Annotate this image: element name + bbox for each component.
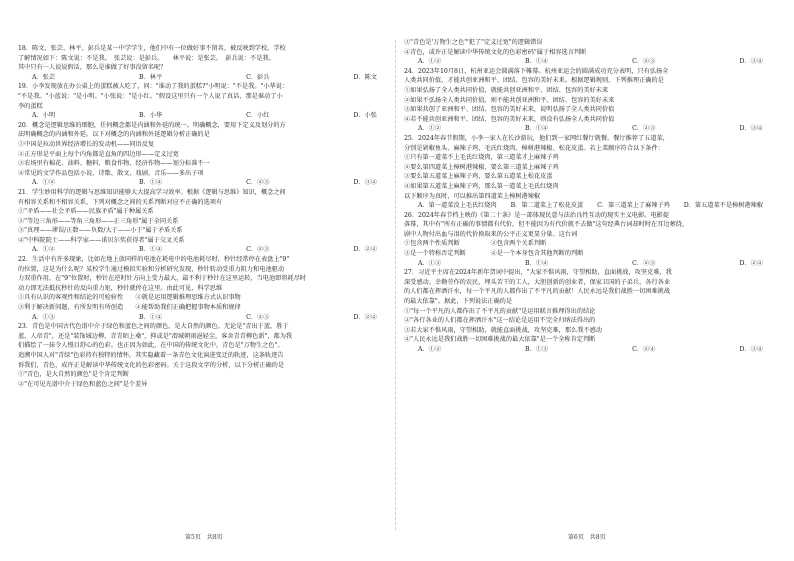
left-page-footer: 第5页 共8页 (185, 534, 223, 541)
question-text-line: ③如果共创了亚洲和平、团结、包容的美好未来，说明弘扬了全人类共同价值 (404, 106, 615, 114)
question-text-line: 27．习近平主席在2024年新年贺词中提出，"大家不惧风雨，守望相助，直面挑战，攻坚克难，我 (404, 269, 672, 277)
answer-options (18, 245, 387, 255)
answer-option: A．①② (418, 58, 442, 66)
question-text-line: 22．生活中有许多现象，比如在地上放同样的电池在耗电中的电池耗尽时，秒针经常停在表盘上"9" (18, 256, 290, 264)
answer-options (18, 111, 387, 121)
question-text-line: 诉我们，青色，成许正是解读中华传统文化的色彩密码。关于这段文字的分析，以下分析正确的是 (18, 361, 285, 369)
question-text-line: 剧中人物付出血与泪的代价换取来的公平正义更显分量。这台词 (404, 230, 578, 238)
question-text-line: 的位置，这是为什么呢？某校学生通过模拟实验和分析研究发现，秒针转动受重力阻力和电池驱动 (18, 265, 285, 273)
answer-option: D．②④ (739, 259, 763, 267)
answer-option: C．②③ (246, 313, 270, 321)
question-text-line: 力双重作用，在"9"位置时，秒针在逆时针方向上受力最大，最不利于秒针在这里运转，当电池即将耗尽时 (18, 275, 307, 283)
question-text-line: ④青色，或许正是解读中华传统文化的色彩密码"属于相容选言判断 (404, 48, 587, 56)
answer-option: C．②③ (632, 58, 656, 66)
question-text-line: ②正方形是平面上每个内角都是直角的四边形——定义过宽 (18, 150, 179, 158)
question-block (404, 67, 773, 134)
question-text-line: 李的蛋糕 (18, 102, 43, 110)
answer-option: A．①③ (418, 259, 442, 267)
question-text-line: ④如果第五道菜上麻辣子鸡，那么第一道菜上毛氏红烧肉 (404, 182, 559, 190)
question-text-line: ③要么第五道菜上麻辣子鸡，要么第五道菜上松花皮蛋 (404, 173, 553, 181)
answer-option: A．①② (32, 179, 56, 187)
answer-option: A．张芸 (32, 73, 56, 81)
question-text-line: ③"青色是'万物生之色'"犯了"定义过宽"的逻辑错误 (404, 39, 543, 46)
answer-option: D．②④ (353, 246, 377, 254)
answer-option: C．彭兵 (246, 73, 270, 81)
question-text-line: ①中国是拉动世界经济增长的发动机——同语反复 (18, 140, 155, 148)
answer-option: D．②④ (353, 313, 377, 321)
question-text-line: 的人们都在挥洒汗水，每一个平凡的人都作出了不平凡的贡献！人民永远是我们战胜一切困难挑战 (404, 288, 671, 296)
answer-options (404, 259, 773, 269)
question-text-line: ④常见的文学作品包括小说、诗歌、散文、戏剧、音乐——多出子项 (18, 169, 204, 177)
answer-option: B．①④ (139, 246, 163, 254)
answer-option: A．第一道菜没上毛氏红烧肉 (418, 202, 497, 210)
question-text-line: 人类共同价值，才能共创亚洲和平、团结、包容的美好未来。根据逻辑规则，下列推理正确的是 (404, 77, 664, 85)
question-text-line: 21．学生妙用科学的逻辑与思维知识能够大大提高学习效率。根据《逻辑与思维》知识，概念之间 (18, 188, 286, 196)
question-text-line: 动力即无法抵抗秒针的反向重力矩，秒针就停在这里。由此可见，科学思维 (18, 284, 223, 292)
question-text-line: 20．概念是逻辑思维的细胞，任何概念都是内涵和外延的统一。明确概念，要用下定义及划分的方 (18, 121, 286, 129)
question-text-line: 法明确概念的内涵和外延。以下对概念的内涵和外延逻辑分析正确的是 (18, 131, 210, 139)
question-text-line: ①"矛盾——社会矛盾——民族矛盾"属于种属关系 (18, 208, 154, 216)
question-text-line: ①如果弘扬了全人类共同价值，就能共创亚洲和平、团结、包容的美好未来 (404, 86, 609, 94)
answer-options (404, 345, 773, 355)
question-text-line: ④"中科院院士——科学家——诺贝尔奖获得者"属于交叉关系 (18, 236, 185, 244)
answer-options (404, 124, 773, 134)
question-text-line: 24．2023年10月8日，杭州亚运会圆满落下帷幕。杭州亚运会的圆满成功充分表明，只有弘扬全 (404, 67, 669, 75)
answer-option: D．陈文 (353, 73, 377, 81)
question-text-line: 18．陈文、张芸、林平、彭兵是某一中学学生，他们中有一位做好事不留名，被反映到学校。学校 (18, 45, 286, 52)
question-text-line: ①只有第一道菜不上毛氏红烧肉，第三道菜才上麻辣子鸡 (404, 154, 559, 162)
answer-options (404, 201, 773, 211)
answer-options (18, 178, 387, 188)
column-divider (395, 40, 396, 530)
question-text-line: ④若不能共创亚洲和平、团结、包容的美好未来，则没有弘扬全人类共同价值 (404, 115, 615, 123)
answer-option: A．①③ (32, 313, 56, 321)
question-text-line: ①"每一个平凡的人都作出了不平凡的贡献"是运用联言推理得出的结论 (404, 307, 596, 315)
question-text-line: 19．小李发现放在办公桌上的蛋糕被人吃了，问："谁动了我的蛋糕?"小明说："不是我。"小华说： (18, 83, 289, 91)
answer-option: B．①③ (525, 346, 549, 353)
question-text-line: 的最大依靠"。据此，下列说法正确的是 (404, 298, 513, 306)
answer-option: C．②③ (246, 246, 270, 254)
answer-options (404, 57, 773, 67)
question-text-line: 25．2024年春节假期，小李一家人在长沙游玩，他们到一家网红餐厅就餐。餐厅推荐了五道菜， (404, 134, 669, 142)
answer-option: D．③④ (353, 179, 377, 187)
question-text-line: ①具有认识的客观性和结论的可检验性 ②就是运用逻辑推理思维方式认识事物 (18, 294, 241, 302)
question-block (404, 38, 773, 67)
question-block (18, 121, 387, 188)
answer-option: D．小张 (353, 112, 377, 120)
question-block (404, 211, 773, 269)
right-page-column (404, 38, 773, 355)
question-text-line: ①包含两个性质判断 ②包含两个关系判断 (404, 240, 547, 248)
answer-option: D．③④ (739, 58, 763, 66)
question-block (18, 82, 387, 120)
question-text-line: ②要么第四道菜上樟树港辣椒，要么第三道菜上麻辣子鸡 (404, 163, 559, 171)
answer-option: A．①② (418, 346, 442, 353)
question-text-line: 其中只有一人说说假话，那么是谁做了好事没留名呢？ (18, 64, 167, 72)
question-text-line: ②"各行各业的人们都在挥洒汗水"这一结论是运用不完全归纳法得出的 (404, 317, 596, 325)
answer-option: B．①④ (525, 259, 549, 267)
answer-option: A．小明 (32, 112, 56, 120)
question-text-line: 了解情况如下：陈文说：不是我。 张芸说：是彭兵。 林平说：是张芸。 彭兵说：不是我。 (18, 54, 275, 62)
question-text-line: 追溯中国人对"青绿"色彩持有独特的情怀，其实隐藏着一条青色文化演进变迁的轨迹，这条轨迹告 (18, 352, 284, 359)
answer-option: B．①④ (139, 313, 163, 321)
question-block (404, 268, 773, 354)
question-text-line: 深受感动。幸勤劳作的农民，埋头苦干的工人，大胆创新的创业者，保家卫国的子弟兵，各行各业 (404, 278, 671, 286)
answer-option: C．小红 (246, 112, 270, 120)
answer-options (18, 73, 387, 83)
question-text-line: ③是一个特称否定判断 ④是一个本身包含其他判断的判断 (404, 250, 584, 258)
answer-option: A．①② (32, 246, 56, 254)
question-block (18, 255, 387, 322)
answer-option: A．①② (418, 125, 442, 133)
answer-option: B．林平 (139, 73, 163, 81)
answer-option: B．①④ (139, 179, 163, 187)
answer-option: C．②④ (632, 346, 656, 353)
question-text-line: ①"青色，是大自然的颜色"是个肯定判断 (18, 371, 129, 379)
answer-option: D．第五道菜不是樟树港辣椒 (683, 202, 763, 210)
question-text-line: 分别是剁椒鱼头、麻辣子鸡、毛氏红烧肉、樟树港辣椒、松花皮蛋。若上菜顺序符合以下条件： (404, 144, 664, 152)
question-text-line: 26．2024年春节档上映的《第二十条》是一部体现民意与法治良性互动的现实主义电影。电影提 (404, 211, 669, 219)
left-page-column (18, 44, 387, 389)
question-text-line: ②"在可见光谱中介于绿色和蓝色之间"是个差异 (18, 380, 148, 388)
question-text-line: 以下顺序为真时，可以推出第四道菜上樟树港辣椒 (404, 192, 541, 200)
question-text-line: ④"人民永远是我们战胜一切困难挑战的最大依靠"是一个全称肯定判断 (404, 336, 596, 344)
question-text-line: "不是我。"小蓝说："是小明。"小张说："是小红。"假设这里只有一个人说了真话，那是谁动了小 (18, 92, 283, 100)
question-block (18, 188, 387, 255)
question-text-line: ③"真理——谬误/正数——负数/大于——小于"属于矛盾关系 (18, 227, 183, 235)
answer-options (18, 313, 387, 323)
question-text-line: 23．青色是中国古代色谱中介于绿色和蓝色之间的颜色，是大自然的颜色。无论是"青出于蓝，胜于 (18, 323, 289, 331)
question-block (18, 322, 387, 389)
answer-option: C．②③ (632, 125, 656, 133)
answer-option: B．小华 (139, 112, 163, 120)
answer-option: D．③④ (739, 125, 763, 133)
right-page-footer: 第6页 共8页 (568, 534, 606, 541)
question-text-line: ③农场里有棉花、油料、糖料、粮食作物、经济作物——划分标准不一 (18, 160, 210, 168)
question-text-line: 有相容关系和不相容关系，下列对概念之间的关系判断对应不正确的选项有 (18, 198, 223, 206)
question-text-line: ②如果不弘扬全人类共同价值，则不能共创亚洲和平、团结、包容的美好未来 (404, 96, 615, 104)
answer-option: B．①④ (525, 125, 549, 133)
question-text-line: 落幕，其中有"所有正确的事情都有代价，但不能因为有代价就不去做"这句经典台词却时时在耳边萦绕， (404, 221, 689, 229)
answer-option: B．第二道菜上了松花皮蛋 (510, 202, 584, 210)
question-text-line: ③利于解决新问题，有所发明有所创造 ④能帮助我们正确把握事物本质和规律 (18, 304, 241, 312)
answer-option: D．③④ (739, 346, 763, 353)
answer-option: C．②③ (246, 179, 270, 187)
answer-option: C．第三道菜上了麻辣子鸡 (597, 202, 670, 210)
answer-option: C．②③ (632, 259, 656, 267)
question-text-line: 蓝，人帝青"，还是"装饰城边柳，青青陌上桑"，抑或是"渭城朝雨浥轻尘，客舍青青柳色新"，都为我 (18, 332, 293, 340)
question-block (18, 44, 387, 82)
answer-option: B．①④ (525, 58, 549, 66)
question-text-line: ③若大家不惧风雨，守望相助，就能直面挑战，攻坚克难，那么我不感动 (404, 326, 602, 334)
question-text-line: 们描绘了一抹令人慢目舒心的色彩。也正因为如此，在中国的传统文化中，青色是"万物生之色"。 (18, 342, 284, 350)
question-text-line: ②"等边三角形——等角三角形——正三角形"属于全同关系 (18, 217, 179, 225)
question-block (404, 134, 773, 211)
